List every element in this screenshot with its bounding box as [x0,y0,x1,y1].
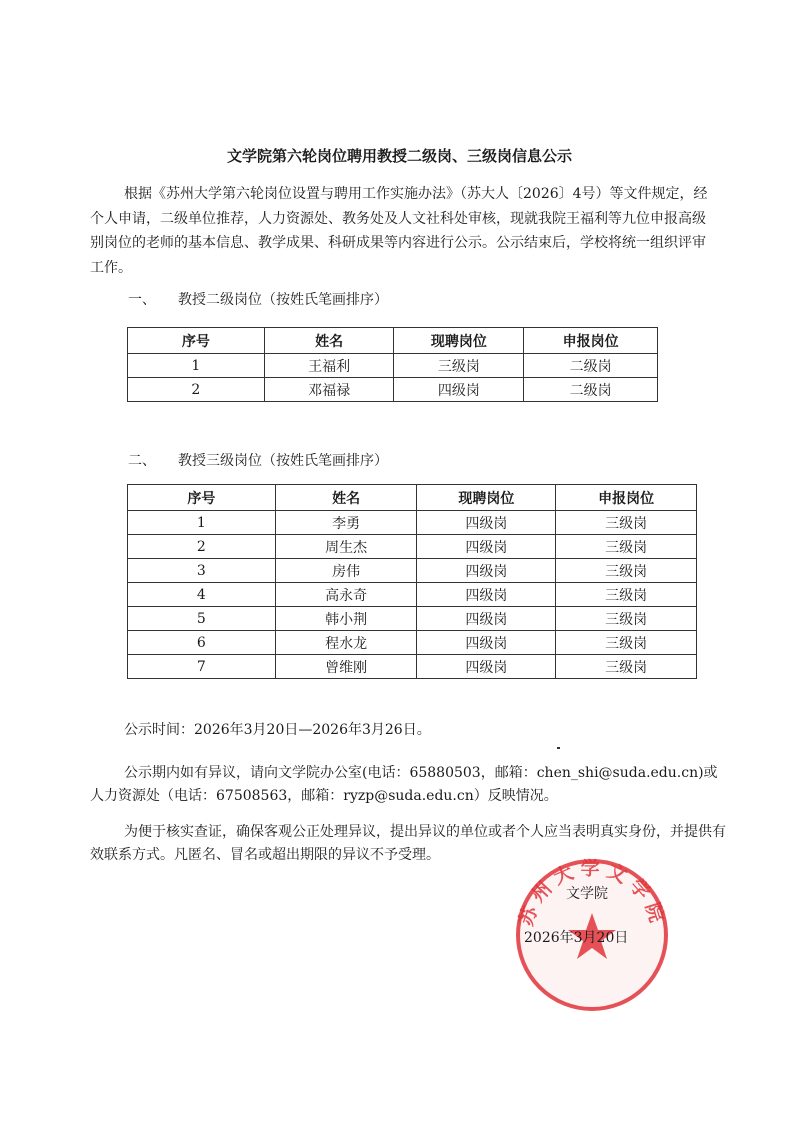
cell-current: 四级岗 [417,655,556,679]
cell-name: 高永奇 [275,583,417,607]
table-row [128,511,697,535]
objection-paragraph: 公示期内如有异议，请向文学院办公室(电话：65880503，邮箱：chen_shi@suda.edu.cn)或人力资源处（电话：67508563，邮箱：ryzp@suda.edu.cn）反映情况。 [90,765,718,804]
verification-paragraph: 为便于核实查证，确保客观公正处理异议，提出异议的单位或者个人应当表明真实身份，并提供有效联系方式。凡匿名、冒名或超出期限的异议不予受理。 [90,824,726,863]
cell-apply: 二级岗 [524,378,658,402]
table-row [128,559,697,583]
section1-title: 教授二级岗位（按姓氏笔画排序） [178,292,388,308]
signature-org: 文学院 [566,886,608,902]
table-level3 [127,484,697,679]
header-apply: 申报岗位 [524,328,658,354]
section1-heading [128,289,388,309]
stray-mark [557,747,560,749]
cell-no: 7 [128,655,276,679]
cell-no: 3 [128,559,276,583]
cell-apply: 三级岗 [556,559,697,583]
cell-name: 房伟 [275,559,417,583]
cell-no: 4 [128,583,276,607]
table-row [128,655,697,679]
publication-period: 公示时间：2026年3月20日—2026年3月26日。 [124,722,431,738]
section2-heading [128,450,388,470]
header-current: 现聘岗位 [417,485,556,511]
cell-name: 李勇 [275,511,417,535]
table-row [128,378,658,402]
cell-apply: 三级岗 [556,655,697,679]
cell-current: 四级岗 [417,631,556,655]
cell-no: 5 [128,607,276,631]
table-row [128,535,697,559]
intro-paragraph: 根据《苏州大学第六轮岗位设置与聘用工作实施办法》（苏大人〔2026〕4号）等文件规定，经个人申请，二级单位推荐，人力资源处、教务处及人文社科处审核，现就我院王福利等九位申报高级别岗位的老师的基本信息、教学成果、科研成果等内容进行公示。公示结束后，学校将统一组织评审工作。 [90,186,708,276]
cell-apply: 三级岗 [556,631,697,655]
cell-name: 王福利 [264,354,394,378]
cell-current: 四级岗 [417,559,556,583]
section1-number: 一、 [128,292,156,308]
cell-no: 2 [128,535,276,559]
cell-apply: 三级岗 [556,535,697,559]
cell-name: 周生杰 [275,535,417,559]
section2-title: 教授三级岗位（按姓氏笔画排序） [178,453,388,469]
svg-text:苏州大学文学院: 苏州大学文学院 [515,857,670,931]
signature-date: 2026年3月20日 [524,930,629,946]
table-header-row [128,485,697,511]
cell-apply: 二级岗 [524,354,658,378]
header-name: 姓名 [264,328,394,354]
table-row [128,631,697,655]
header-name: 姓名 [275,485,417,511]
cell-apply: 三级岗 [556,583,697,607]
section2-number: 二、 [128,453,156,469]
cell-no: 1 [128,511,276,535]
cell-name: 程水龙 [275,631,417,655]
header-no: 序号 [128,485,276,511]
cell-current: 四级岗 [417,607,556,631]
cell-current: 三级岗 [394,354,524,378]
cell-name: 曾维刚 [275,655,417,679]
table-level2 [127,327,658,402]
cell-apply: 三级岗 [556,607,697,631]
table-header-row [128,328,658,354]
cell-current: 四级岗 [394,378,524,402]
document-title: 文学院第六轮岗位聘用教授二级岗、三级岗信息公示 [226,147,572,165]
table-row [128,354,658,378]
cell-current: 四级岗 [417,511,556,535]
table-row [128,607,697,631]
header-apply: 申报岗位 [556,485,697,511]
header-no: 序号 [128,328,265,354]
cell-name: 邓福禄 [264,378,394,402]
cell-no: 1 [128,354,265,378]
cell-current: 四级岗 [417,535,556,559]
table-row [128,583,697,607]
cell-current: 四级岗 [417,583,556,607]
cell-name: 韩小荆 [275,607,417,631]
header-current: 现聘岗位 [394,328,524,354]
cell-no: 2 [128,378,265,402]
cell-no: 6 [128,631,276,655]
cell-apply: 三级岗 [556,511,697,535]
